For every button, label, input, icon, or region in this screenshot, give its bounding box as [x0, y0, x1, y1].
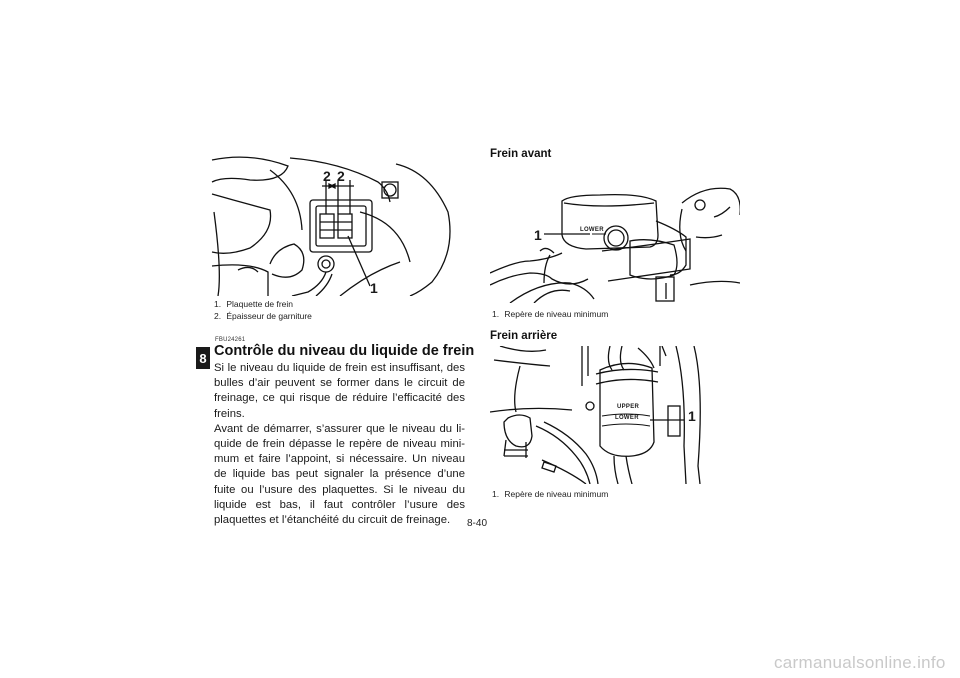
page-number: 8-40 [467, 518, 488, 529]
watermark-text: carmanualsonline.info [774, 653, 946, 672]
section-body [214, 361, 465, 528]
lower-mark-label: LOWER [580, 227, 604, 233]
front-callout-1: 1 [534, 227, 542, 243]
rear-callout-1: 1 [688, 408, 696, 424]
section-code: FBU24261 [215, 337, 246, 343]
paragraph: Si le niveau du liquide de frein est insuffisant, des bulles d’air peuvent se former dans le circuit de freinage, ce qui risque de réduire l’efficacité des freins. [214, 362, 465, 420]
section-title: Contrôle du niveau du liquide de frein [214, 343, 475, 359]
front-brake-heading: Frein avant [490, 148, 552, 160]
callout-2a: 2 [323, 168, 331, 184]
front-caption: 1. Repère de niveau minimum [492, 309, 609, 319]
brake-pad-illustration [210, 152, 460, 296]
callout-2b: 2 [337, 168, 345, 184]
rear-caption: 1. Repère de niveau minimum [492, 489, 609, 499]
paragraph: Avant de démarrer, s’assurer que le niveau du li- quide de frein dépasse le repère de niveau mini- mum et faire l’appoint, si nécessaire. Un niveau de liquide bas peut signaler la présence d’une fuite ou l’usure des plaquettes. Si le niveau du liquide est bas, il faut contrôler l’usure des plaquettes et l’étanchéité du circuit de freinage. [214, 422, 465, 527]
chapter-tab: 8 [196, 347, 210, 369]
figure1-caption-list [214, 298, 312, 322]
front-reservoir-illustration [490, 165, 740, 303]
caption-item: 2. Épaisseur de garniture [214, 311, 312, 321]
caption-item: 1. Plaquette de frein [214, 299, 294, 309]
rear-brake-heading: Frein arrière [490, 330, 558, 342]
rear-reservoir-illustration [490, 346, 740, 484]
callout-1: 1 [370, 280, 378, 296]
lower-mark-label: LOWER [615, 415, 639, 421]
upper-mark-label: UPPER [617, 404, 640, 410]
